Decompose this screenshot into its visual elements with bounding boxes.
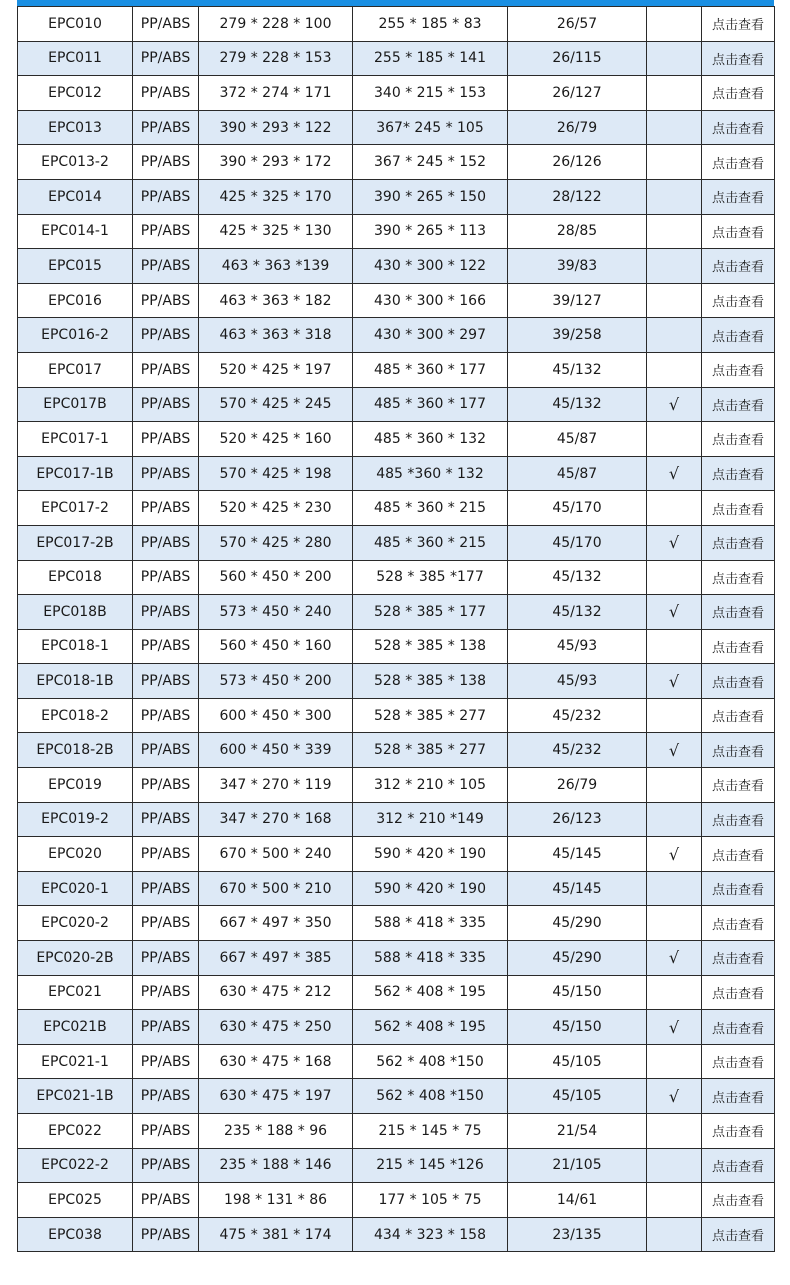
inner-dimensions-cell: 485 * 360 * 177: [353, 387, 508, 422]
check-mark-cell: [647, 906, 702, 941]
table-row: [18, 975, 775, 1010]
inner-dimensions-cell: 485 * 360 * 132: [353, 422, 508, 457]
material-cell: PP/ABS: [133, 1148, 199, 1183]
model-cell: EPC025: [18, 1183, 133, 1218]
inner-dimensions-cell: 390 * 265 * 113: [353, 214, 508, 249]
inner-dimensions-cell: 215 * 145 *126: [353, 1148, 508, 1183]
weight-cell: 45/93: [508, 664, 647, 699]
material-cell: PP/ABS: [133, 249, 199, 284]
check-mark-cell: [647, 975, 702, 1010]
table-row: [18, 837, 775, 872]
check-mark-cell: [647, 318, 702, 353]
weight-cell: 45/150: [508, 975, 647, 1010]
model-cell: EPC020: [18, 837, 133, 872]
outer-dimensions-cell: 630 * 475 * 212: [199, 975, 353, 1010]
inner-dimensions-cell: 215 * 145 * 75: [353, 1114, 508, 1149]
model-cell: EPC021-1B: [18, 1079, 133, 1114]
outer-dimensions-cell: 463 * 363 * 318: [199, 318, 353, 353]
check-mark-cell: [647, 249, 702, 284]
table-row: [18, 941, 775, 976]
inner-dimensions-cell: 590 * 420 * 190: [353, 871, 508, 906]
inner-dimensions-cell: 390 * 265 * 150: [353, 179, 508, 214]
material-cell: PP/ABS: [133, 1079, 199, 1114]
material-cell: PP/ABS: [133, 110, 199, 145]
table-body: [18, 7, 775, 1252]
inner-dimensions-cell: 367 * 245 * 152: [353, 145, 508, 180]
view-details-link[interactable]: 点击查看: [702, 560, 775, 595]
table-row: [18, 595, 775, 630]
view-details-link[interactable]: 点击查看: [702, 975, 775, 1010]
model-cell: EPC017-2B: [18, 525, 133, 560]
model-cell: EPC022: [18, 1114, 133, 1149]
check-mark-cell: [647, 698, 702, 733]
view-details-link[interactable]: 点击查看: [702, 906, 775, 941]
outer-dimensions-cell: 670 * 500 * 210: [199, 871, 353, 906]
weight-cell: 39/258: [508, 318, 647, 353]
material-cell: PP/ABS: [133, 41, 199, 76]
table-row: [18, 802, 775, 837]
material-cell: PP/ABS: [133, 941, 199, 976]
material-cell: PP/ABS: [133, 1010, 199, 1045]
check-mark-cell: [647, 422, 702, 457]
table-row: [18, 525, 775, 560]
table-row: [18, 352, 775, 387]
view-details-link[interactable]: 点击查看: [702, 352, 775, 387]
material-cell: PP/ABS: [133, 906, 199, 941]
check-mark-cell: [647, 1183, 702, 1218]
material-cell: PP/ABS: [133, 179, 199, 214]
outer-dimensions-cell: 279 * 228 * 100: [199, 7, 353, 42]
material-cell: PP/ABS: [133, 7, 199, 42]
model-cell: EPC016-2: [18, 318, 133, 353]
check-mark-cell: √: [647, 837, 702, 872]
material-cell: PP/ABS: [133, 560, 199, 595]
weight-cell: 45/145: [508, 871, 647, 906]
model-cell: EPC014: [18, 179, 133, 214]
outer-dimensions-cell: 570 * 425 * 245: [199, 387, 353, 422]
inner-dimensions-cell: 562 * 408 * 195: [353, 975, 508, 1010]
inner-dimensions-cell: 485 *360 * 132: [353, 456, 508, 491]
check-mark-cell: [647, 560, 702, 595]
check-mark-cell: [647, 802, 702, 837]
weight-cell: 45/105: [508, 1079, 647, 1114]
view-details-link[interactable]: 点击查看: [702, 1044, 775, 1079]
outer-dimensions-cell: 560 * 450 * 200: [199, 560, 353, 595]
material-cell: PP/ABS: [133, 629, 199, 664]
inner-dimensions-cell: 430 * 300 * 122: [353, 249, 508, 284]
check-mark-cell: [647, 214, 702, 249]
table-row: [18, 214, 775, 249]
outer-dimensions-cell: 630 * 475 * 168: [199, 1044, 353, 1079]
outer-dimensions-cell: 573 * 450 * 200: [199, 664, 353, 699]
check-mark-cell: √: [647, 387, 702, 422]
check-mark-cell: [647, 1217, 702, 1252]
model-cell: EPC018-2B: [18, 733, 133, 768]
view-details-link[interactable]: 点击查看: [702, 802, 775, 837]
material-cell: PP/ABS: [133, 768, 199, 803]
weight-cell: 21/105: [508, 1148, 647, 1183]
check-mark-cell: √: [647, 1079, 702, 1114]
table-row: [18, 871, 775, 906]
material-cell: PP/ABS: [133, 525, 199, 560]
table-row: [18, 7, 775, 42]
table-row: [18, 76, 775, 111]
view-details-link[interactable]: 点击查看: [702, 179, 775, 214]
material-cell: PP/ABS: [133, 283, 199, 318]
model-cell: EPC021: [18, 975, 133, 1010]
weight-cell: 45/232: [508, 698, 647, 733]
model-cell: EPC011: [18, 41, 133, 76]
inner-dimensions-cell: 588 * 418 * 335: [353, 941, 508, 976]
material-cell: PP/ABS: [133, 733, 199, 768]
check-mark-cell: √: [647, 595, 702, 630]
weight-cell: 45/132: [508, 352, 647, 387]
inner-dimensions-cell: 430 * 300 * 166: [353, 283, 508, 318]
check-mark-cell: [647, 179, 702, 214]
view-details-link[interactable]: 点击查看: [702, 1148, 775, 1183]
inner-dimensions-cell: 367* 245 * 105: [353, 110, 508, 145]
table-row: [18, 1079, 775, 1114]
inner-dimensions-cell: 528 * 385 * 277: [353, 698, 508, 733]
material-cell: PP/ABS: [133, 698, 199, 733]
material-cell: PP/ABS: [133, 422, 199, 457]
view-details-link[interactable]: 点击查看: [702, 1114, 775, 1149]
inner-dimensions-cell: 485 * 360 * 215: [353, 525, 508, 560]
weight-cell: 26/115: [508, 41, 647, 76]
product-spec-table: [17, 6, 775, 1252]
view-details-link[interactable]: 点击查看: [702, 214, 775, 249]
inner-dimensions-cell: 528 * 385 * 138: [353, 664, 508, 699]
outer-dimensions-cell: 390 * 293 * 172: [199, 145, 353, 180]
weight-cell: 28/85: [508, 214, 647, 249]
check-mark-cell: √: [647, 733, 702, 768]
outer-dimensions-cell: 670 * 500 * 240: [199, 837, 353, 872]
weight-cell: 45/93: [508, 629, 647, 664]
model-cell: EPC012: [18, 76, 133, 111]
model-cell: EPC020-2: [18, 906, 133, 941]
inner-dimensions-cell: 312 * 210 * 105: [353, 768, 508, 803]
outer-dimensions-cell: 425 * 325 * 130: [199, 214, 353, 249]
table-row: [18, 110, 775, 145]
weight-cell: 26/127: [508, 76, 647, 111]
inner-dimensions-cell: 340 * 215 * 153: [353, 76, 508, 111]
outer-dimensions-cell: 198 * 131 * 86: [199, 1183, 353, 1218]
check-mark-cell: [647, 871, 702, 906]
model-cell: EPC013: [18, 110, 133, 145]
weight-cell: 26/126: [508, 145, 647, 180]
weight-cell: 26/57: [508, 7, 647, 42]
material-cell: PP/ABS: [133, 802, 199, 837]
table-row: [18, 1148, 775, 1183]
view-details-link[interactable]: 点击查看: [702, 76, 775, 111]
weight-cell: 14/61: [508, 1183, 647, 1218]
material-cell: PP/ABS: [133, 1217, 199, 1252]
outer-dimensions-cell: 600 * 450 * 339: [199, 733, 353, 768]
check-mark-cell: [647, 629, 702, 664]
outer-dimensions-cell: 372 * 274 * 171: [199, 76, 353, 111]
table-row: [18, 768, 775, 803]
view-details-link[interactable]: 点击查看: [702, 837, 775, 872]
inner-dimensions-cell: 590 * 420 * 190: [353, 837, 508, 872]
material-cell: PP/ABS: [133, 1114, 199, 1149]
weight-cell: 39/83: [508, 249, 647, 284]
table-row: [18, 1010, 775, 1045]
material-cell: PP/ABS: [133, 491, 199, 526]
outer-dimensions-cell: 667 * 497 * 385: [199, 941, 353, 976]
outer-dimensions-cell: 570 * 425 * 280: [199, 525, 353, 560]
view-details-link[interactable]: 点击查看: [702, 7, 775, 42]
outer-dimensions-cell: 390 * 293 * 122: [199, 110, 353, 145]
model-cell: EPC013-2: [18, 145, 133, 180]
view-details-link[interactable]: 点击查看: [702, 664, 775, 699]
model-cell: EPC018-1: [18, 629, 133, 664]
table-row: [18, 145, 775, 180]
view-details-link[interactable]: 点击查看: [702, 249, 775, 284]
check-mark-cell: [647, 352, 702, 387]
weight-cell: 45/170: [508, 491, 647, 526]
table-row: [18, 283, 775, 318]
view-details-link[interactable]: 点击查看: [702, 941, 775, 976]
weight-cell: 45/132: [508, 560, 647, 595]
view-details-link[interactable]: 点击查看: [702, 145, 775, 180]
weight-cell: 45/232: [508, 733, 647, 768]
check-mark-cell: [647, 1114, 702, 1149]
outer-dimensions-cell: 570 * 425 * 198: [199, 456, 353, 491]
outer-dimensions-cell: 347 * 270 * 119: [199, 768, 353, 803]
model-cell: EPC018-2: [18, 698, 133, 733]
check-mark-cell: [647, 1044, 702, 1079]
table-row: [18, 1217, 775, 1252]
weight-cell: 45/87: [508, 456, 647, 491]
outer-dimensions-cell: 463 * 363 *139: [199, 249, 353, 284]
check-mark-cell: √: [647, 664, 702, 699]
model-cell: EPC018: [18, 560, 133, 595]
inner-dimensions-cell: 485 * 360 * 215: [353, 491, 508, 526]
view-details-link[interactable]: 点击查看: [702, 422, 775, 457]
view-details-link[interactable]: 点击查看: [702, 525, 775, 560]
outer-dimensions-cell: 279 * 228 * 153: [199, 41, 353, 76]
outer-dimensions-cell: 573 * 450 * 240: [199, 595, 353, 630]
view-details-link[interactable]: 点击查看: [702, 318, 775, 353]
outer-dimensions-cell: 347 * 270 * 168: [199, 802, 353, 837]
table-row: [18, 41, 775, 76]
table-row: [18, 1044, 775, 1079]
view-details-link[interactable]: 点击查看: [702, 1217, 775, 1252]
inner-dimensions-cell: 528 * 385 *177: [353, 560, 508, 595]
table-row: [18, 1114, 775, 1149]
model-cell: EPC021-1: [18, 1044, 133, 1079]
model-cell: EPC022-2: [18, 1148, 133, 1183]
material-cell: PP/ABS: [133, 76, 199, 111]
table-row: [18, 1183, 775, 1218]
outer-dimensions-cell: 475 * 381 * 174: [199, 1217, 353, 1252]
view-details-link[interactable]: 点击查看: [702, 733, 775, 768]
check-mark-cell: [647, 41, 702, 76]
view-details-link[interactable]: 点击查看: [702, 283, 775, 318]
outer-dimensions-cell: 520 * 425 * 230: [199, 491, 353, 526]
check-mark-cell: [647, 283, 702, 318]
table-row: [18, 906, 775, 941]
check-mark-cell: [647, 491, 702, 526]
view-details-link[interactable]: 点击查看: [702, 595, 775, 630]
outer-dimensions-cell: 520 * 425 * 160: [199, 422, 353, 457]
view-details-link[interactable]: 点击查看: [702, 1010, 775, 1045]
outer-dimensions-cell: 560 * 450 * 160: [199, 629, 353, 664]
model-cell: EPC017: [18, 352, 133, 387]
model-cell: EPC038: [18, 1217, 133, 1252]
table-row: [18, 422, 775, 457]
model-cell: EPC020-1: [18, 871, 133, 906]
weight-cell: 26/79: [508, 110, 647, 145]
weight-cell: 45/290: [508, 906, 647, 941]
material-cell: PP/ABS: [133, 318, 199, 353]
view-details-link[interactable]: 点击查看: [702, 491, 775, 526]
model-cell: EPC015: [18, 249, 133, 284]
table-row: [18, 387, 775, 422]
outer-dimensions-cell: 630 * 475 * 197: [199, 1079, 353, 1114]
material-cell: PP/ABS: [133, 352, 199, 387]
inner-dimensions-cell: 528 * 385 * 177: [353, 595, 508, 630]
model-cell: EPC021B: [18, 1010, 133, 1045]
model-cell: EPC020-2B: [18, 941, 133, 976]
inner-dimensions-cell: 588 * 418 * 335: [353, 906, 508, 941]
inner-dimensions-cell: 177 * 105 * 75: [353, 1183, 508, 1218]
table-row: [18, 698, 775, 733]
material-cell: PP/ABS: [133, 145, 199, 180]
material-cell: PP/ABS: [133, 214, 199, 249]
check-mark-cell: [647, 145, 702, 180]
weight-cell: 26/123: [508, 802, 647, 837]
weight-cell: 45/145: [508, 837, 647, 872]
view-details-link[interactable]: 点击查看: [702, 768, 775, 803]
table-row: [18, 491, 775, 526]
outer-dimensions-cell: 520 * 425 * 197: [199, 352, 353, 387]
table-row: [18, 456, 775, 491]
model-cell: EPC018-1B: [18, 664, 133, 699]
table-row: [18, 664, 775, 699]
inner-dimensions-cell: 528 * 385 * 277: [353, 733, 508, 768]
model-cell: EPC016: [18, 283, 133, 318]
inner-dimensions-cell: 430 * 300 * 297: [353, 318, 508, 353]
inner-dimensions-cell: 485 * 360 * 177: [353, 352, 508, 387]
check-mark-cell: [647, 76, 702, 111]
check-mark-cell: √: [647, 525, 702, 560]
table-row: [18, 560, 775, 595]
weight-cell: 45/105: [508, 1044, 647, 1079]
check-mark-cell: [647, 1148, 702, 1183]
check-mark-cell: [647, 7, 702, 42]
check-mark-cell: [647, 110, 702, 145]
inner-dimensions-cell: 312 * 210 *149: [353, 802, 508, 837]
material-cell: PP/ABS: [133, 871, 199, 906]
model-cell: EPC019-2: [18, 802, 133, 837]
outer-dimensions-cell: 235 * 188 * 96: [199, 1114, 353, 1149]
inner-dimensions-cell: 528 * 385 * 138: [353, 629, 508, 664]
table-row: [18, 179, 775, 214]
check-mark-cell: √: [647, 941, 702, 976]
inner-dimensions-cell: 255 * 185 * 83: [353, 7, 508, 42]
model-cell: EPC017-1B: [18, 456, 133, 491]
weight-cell: 45/290: [508, 941, 647, 976]
weight-cell: 45/132: [508, 387, 647, 422]
check-mark-cell: [647, 768, 702, 803]
weight-cell: 39/127: [508, 283, 647, 318]
material-cell: PP/ABS: [133, 1183, 199, 1218]
inner-dimensions-cell: 562 * 408 * 195: [353, 1010, 508, 1045]
view-details-link[interactable]: 点击查看: [702, 1183, 775, 1218]
weight-cell: 28/122: [508, 179, 647, 214]
model-cell: EPC010: [18, 7, 133, 42]
outer-dimensions-cell: 667 * 497 * 350: [199, 906, 353, 941]
table-row: [18, 629, 775, 664]
outer-dimensions-cell: 463 * 363 * 182: [199, 283, 353, 318]
view-details-link[interactable]: 点击查看: [702, 871, 775, 906]
inner-dimensions-cell: 434 * 323 * 158: [353, 1217, 508, 1252]
weight-cell: 45/87: [508, 422, 647, 457]
material-cell: PP/ABS: [133, 975, 199, 1010]
weight-cell: 45/150: [508, 1010, 647, 1045]
check-mark-cell: √: [647, 1010, 702, 1045]
view-details-link[interactable]: 点击查看: [702, 1079, 775, 1114]
inner-dimensions-cell: 255 * 185 * 141: [353, 41, 508, 76]
material-cell: PP/ABS: [133, 387, 199, 422]
view-details-link[interactable]: 点击查看: [702, 456, 775, 491]
view-details-link[interactable]: 点击查看: [702, 629, 775, 664]
material-cell: PP/ABS: [133, 664, 199, 699]
inner-dimensions-cell: 562 * 408 *150: [353, 1044, 508, 1079]
view-details-link[interactable]: 点击查看: [702, 387, 775, 422]
weight-cell: 45/132: [508, 595, 647, 630]
inner-dimensions-cell: 562 * 408 *150: [353, 1079, 508, 1114]
view-details-link[interactable]: 点击查看: [702, 698, 775, 733]
outer-dimensions-cell: 600 * 450 * 300: [199, 698, 353, 733]
model-cell: EPC017-2: [18, 491, 133, 526]
model-cell: EPC017B: [18, 387, 133, 422]
table-row: [18, 733, 775, 768]
check-mark-cell: √: [647, 456, 702, 491]
material-cell: PP/ABS: [133, 837, 199, 872]
weight-cell: 21/54: [508, 1114, 647, 1149]
table-row: [18, 249, 775, 284]
view-details-link[interactable]: 点击查看: [702, 41, 775, 76]
model-cell: EPC019: [18, 768, 133, 803]
table-row: [18, 318, 775, 353]
model-cell: EPC017-1: [18, 422, 133, 457]
material-cell: PP/ABS: [133, 456, 199, 491]
model-cell: EPC014-1: [18, 214, 133, 249]
view-details-link[interactable]: 点击查看: [702, 110, 775, 145]
material-cell: PP/ABS: [133, 1044, 199, 1079]
outer-dimensions-cell: 630 * 475 * 250: [199, 1010, 353, 1045]
material-cell: PP/ABS: [133, 595, 199, 630]
weight-cell: 26/79: [508, 768, 647, 803]
weight-cell: 23/135: [508, 1217, 647, 1252]
weight-cell: 45/170: [508, 525, 647, 560]
model-cell: EPC018B: [18, 595, 133, 630]
outer-dimensions-cell: 425 * 325 * 170: [199, 179, 353, 214]
outer-dimensions-cell: 235 * 188 * 146: [199, 1148, 353, 1183]
